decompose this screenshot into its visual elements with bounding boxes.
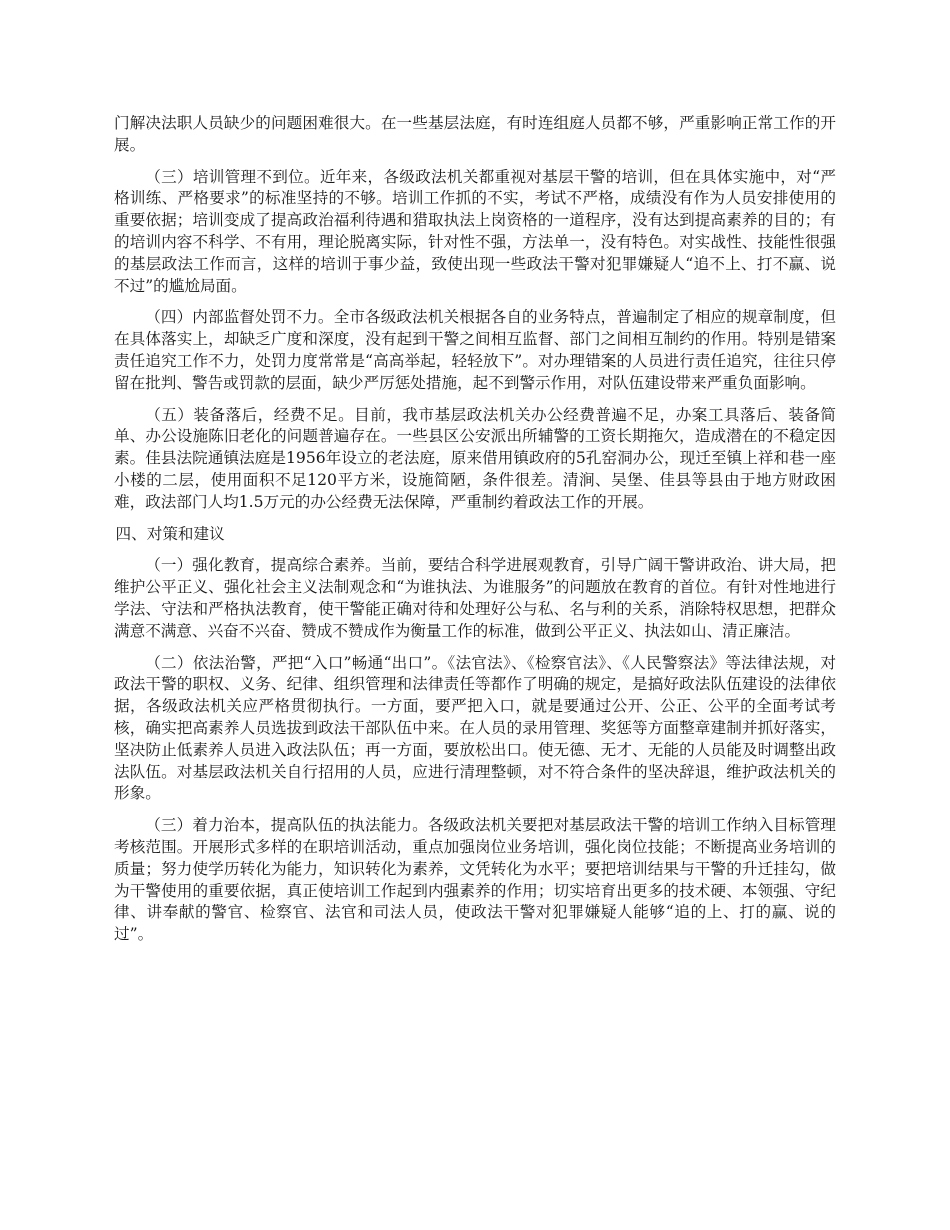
paragraph-internal-supervision: （四）内部监督处罚不力。全市各级政法机关根据各自的业务特点，普遍制定了相应的规章制度，但在具体落实上，却缺乏广度和深度，没有起到干警之间相互监督、部门之间相互制约的作用。特别是错案责任追究工作不力，处罚力度常常是“高高举起，轻轻放下”。对办理错案的人员进行责任追究，往往只停留在批判、警告或罚款的层面，缺少严厉惩处措施，起不到警示作用，对队伍建设带来严重负面影响。 (114, 308, 836, 392)
paragraph-strengthen-education: （一）强化教育，提高综合素养。当前，要结合科学进展观教育，引导广阔干警讲政治、讲大局，把维护公平正义、强化社会主义法制观念和“为谁执法、为谁服务”的问题放在教育的首位。有针对性地进行学法、守法和严格执法教育，使干警能正确对待和处理好公与私、名与利的关系，消除特权思想，把群众满意不满意、兴奋不兴奋、赞成不赞成作为衡量工作的标准，做到公平正义、执法如山、清正廉洁。 (114, 556, 836, 640)
section-heading-countermeasures: 四、对策和建议 (115, 524, 225, 543)
paragraph-training-management: （三）培训管理不到位。近年来，各级政法机关都重视对基层干警的培训，但在具体实施中，对“严格训练、严格要求”的标准坚持的不够。培训工作抓的不实，考试不严格，成绩没有作为人员安排使用的重要依据；培训变成了提高政治福利待遇和猎取执法上岗资格的一道程序，没有达到提高素养的目的；有的培训内容不科学、不有用，理论脱离实际，针对性不强，方法单一，没有特色。对实战性、技能性很强的基层政法工作而言，这样的培训于事少益，致使出现一些政法干警对犯罪嫌疑人“追不上、打不赢、说不过”的尴尬局面。 (114, 167, 836, 295)
paragraph-continuation: 门解决法职人员缺少的问题困难很大。在一些基层法庭，有时连组庭人员都不够，严重影响正常工作的开展。 (114, 114, 836, 154)
paragraph-rule-of-law-policing: （二）依法治警，严把“入口”畅通“出口”。《法官法》、《检察官法》、《人民警察法》等法律法规，对政法干警的职权、义务、纪律、组织管理和法律责任等都作了明确的规定，是搞好政法队伍建设的法律依据，各级政法机关应严格贯彻执行。一方面，要严把入口，就是要通过公开、公正、公平的全面考试考核，确实把高素养人员选拔到政法干部队伍中来。在人员的录用管理、奖惩等方面整章建制并抓好落实，坚决防止低素养人员进入政法队伍；再一方面，要放松出口。使无德、无才、无能的人员能及时调整出政法队伍。对基层政法机关自行招用的人员，应进行清理整顿，对不符合条件的坚决辞退，维护政法机关的形象。 (114, 653, 836, 803)
paragraph-equipment-funding: （五）装备落后，经费不足。目前，我市基层政法机关办公经费普遍不足，办案工具落后、装备简单、办公设施陈旧老化的问题普遍存在。一些县区公安派出所辅警的工资长期拖欠，造成潜在的不稳定因素。佳县法院通镇法庭是1956年设立的老法庭，原来借用镇政府的5孔窑洞办公，现迁至镇上祥和巷一座小楼的二层，使用面积不足120平方米，设施简陋，条件很差。清涧、吴堡、佳县等县由于地方财政困难，政法部门人均1.5万元的办公经费无法保障，严重制约着政法工作的开展。 (114, 405, 836, 511)
document-page (114, 113, 836, 956)
paragraph-enforcement-capability: （三）着力治本，提高队伍的执法能力。各级政法机关要把对基层政法干警的培训工作纳入目标管理考核范围。开展形式多样的在职培训活动，重点加强岗位业务培训，强化岗位技能；不断提高业务培训的质量；努力使学历转化为能力，知识转化为素养，文凭转化为水平；要把培训结果与干警的升迁挂勾，做为干警使用的重要依据，真正使培训工作起到内强素养的作用；切实培育出更多的技术硬、本领强、守纪律、讲奉献的警官、检察官、法官和司法人员，使政法干警对犯罪嫌疑人能够“追的上、打的赢、说的过”。 (114, 816, 836, 944)
